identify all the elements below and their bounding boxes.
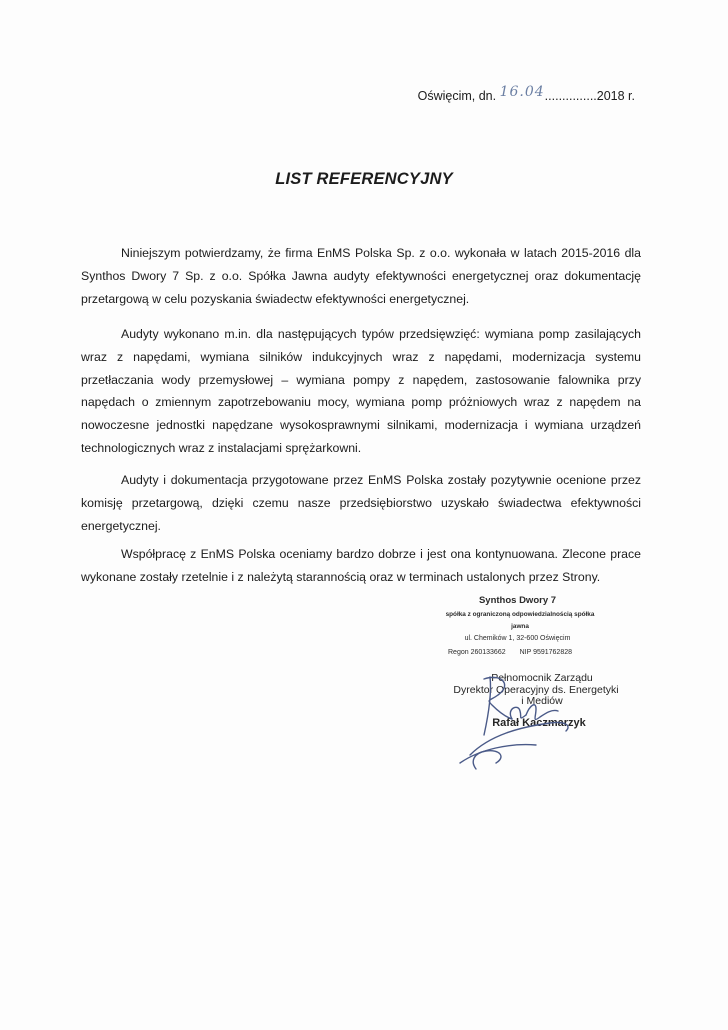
signatory-name: Rafał Kaczmarzyk — [492, 716, 586, 729]
paragraph-text: Współpracę z EnMS Polska oceniamy bardzo dobrze i jest ona kontynuowana. Zlecone prace wykonane zostały rzetelnie i z należytą starannością oraz w terminach ustalonych przez Strony. — [81, 547, 641, 584]
stamp-nip: NIP 9591762828 — [519, 649, 572, 656]
place-prefix: Oświęcim, dn. — [417, 89, 497, 103]
stamp-legal-form: spółka z ograniczoną odpowiedzialnością spółka jawna — [445, 611, 595, 630]
handwritten-signature — [440, 665, 580, 775]
paragraph-1 — [81, 242, 641, 310]
paragraph-3 — [81, 469, 641, 537]
letter-title: LIST REFERENCYJNY — [275, 170, 453, 188]
handwritten-date: 16.04 — [499, 84, 545, 100]
paragraph-text: Niniejszym potwierdzamy, że firma EnMS Polska Sp. z o.o. wykonała w latach 2015-2016 dla Synthos Dwory 7 Sp. z o.o. Spółka Jawna audyty efektywności energetycznej oraz dokumentację przetargową w celu pozyskania świadectw efektywności energetycznej. — [81, 246, 641, 306]
stamp-regon: Regon 260133662 — [448, 649, 506, 656]
stamp-address: ul. Chemików 1, 32-600 Oświęcim — [464, 635, 571, 642]
paragraph-text: Audyty wykonano m.in. dla następujących typów przedsięwzięć: wymiana pomp zasilających wraz z napędami, wymiana silników indukcyjnych wraz z napędami, modernizacja systemu przetłaczania wody przemysłowej – wymiana pompy z napędem, zastosowanie falownika przy napędach o zmiennym zapotrzebowaniu mocy, wymiana pomp próżniowych wraz z napędem na nowoczesne jednostki napędzane wysokosprawnymi silnikami, modernizacja i wymiana urządzeń technologicznych wraz z instalacjami sprężarkowni. — [81, 327, 641, 455]
stamp-ids — [440, 647, 640, 659]
paragraph-text: Audyty i dokumentacja przygotowane przez EnMS Polska zostały pozytywnie ocenione przez komisję przetargową, dzięki czemu nasze przedsiębiorstwo uzyskało świadectwa efektywności energetycznej. — [81, 473, 641, 533]
date-dots: ............... — [544, 89, 597, 103]
signatory-role-1: Pełnomocnik Zarządu — [491, 672, 593, 684]
paragraph-2 — [81, 323, 641, 460]
signatory-role-3: i Mediów — [521, 695, 563, 707]
date-suffix: 2018 r. — [596, 89, 635, 103]
stamp-company: Synthos Dwory 7 — [478, 595, 557, 606]
company-stamp — [440, 595, 640, 659]
signatory-role-2: Dyrektor Operacyjny ds. Energetyki — [453, 683, 619, 696]
paragraph-4 — [81, 543, 641, 589]
date-line — [417, 84, 635, 104]
